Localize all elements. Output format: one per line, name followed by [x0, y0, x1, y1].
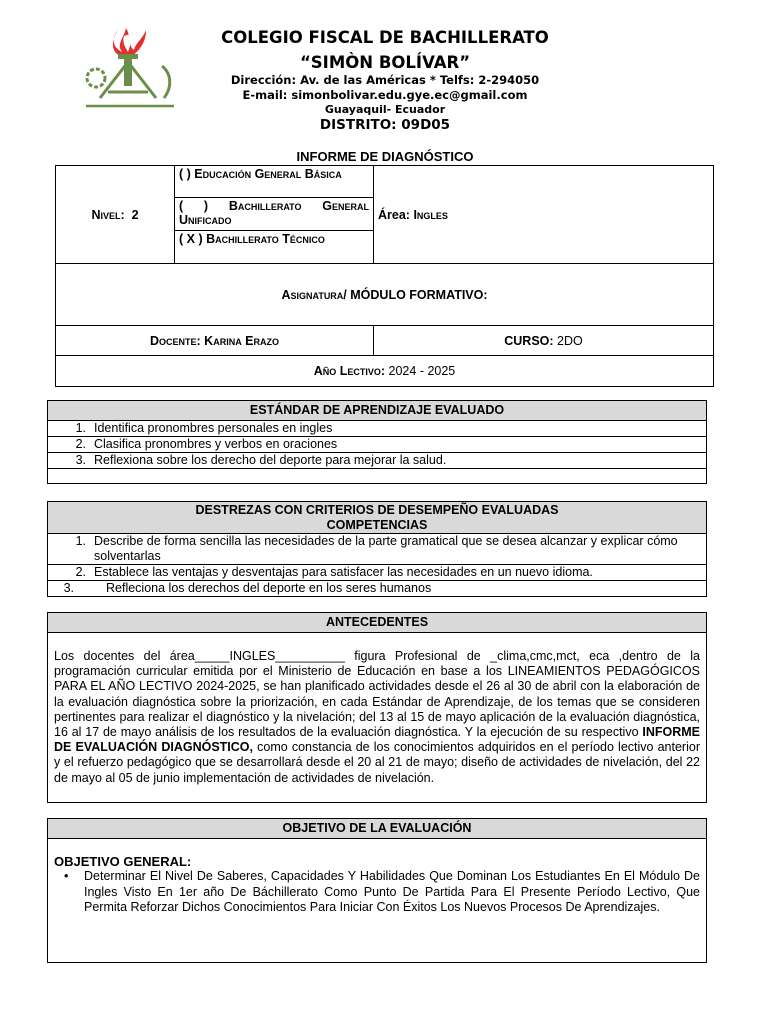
item-number: 2. [75, 565, 86, 579]
docente-label: Docente: [149, 333, 201, 348]
report-title: INFORME DE DIAGNÓSTICO [296, 149, 474, 164]
item-number: 1. [75, 534, 86, 548]
area-value: Ingles [413, 207, 448, 222]
item-number: 2. [75, 437, 86, 451]
school-email: E-mail: simonbolivar.edu.gye.ec@gmail.com [242, 88, 528, 102]
item-text: Refleciona los derechos del deporte en los seres humanos [106, 581, 432, 595]
objetivo-general-label: OBJETIVO GENERAL: [54, 854, 192, 869]
area-cell [374, 166, 714, 264]
docente-cell [56, 326, 374, 356]
destrezas-subtitle: COMPETENCIAS [326, 518, 428, 532]
antecedentes-text [48, 633, 706, 786]
school-address: Dirección: Av. de las Américas * Telfs: 2-294050 [230, 73, 540, 87]
bullet-icon: • [64, 869, 69, 883]
nivel-label: Nivel: [91, 207, 125, 222]
item-number: 3. [75, 453, 86, 467]
curso-cell [374, 326, 714, 356]
item-number: 1. [75, 421, 86, 435]
item-text: Describe de forma sencilla las necesidades de la parte gramatical que se desea alcanzar y explicar cómo solventarlas [94, 534, 678, 563]
list-item [48, 453, 706, 469]
objetivo-section [47, 818, 707, 963]
asignatura-module: MÓDULO FORMATIVO: [346, 287, 488, 302]
item-number: 3. [63, 581, 74, 595]
area-label: Área: [378, 207, 410, 222]
docente-value: Karina Erazo [204, 333, 280, 348]
option-egb: ( ) Educación General Básica [175, 166, 373, 198]
school-crest-torch-icon [80, 22, 180, 114]
school-crest-logo [80, 22, 180, 114]
item-text: Reflexiona sobre los derecho del deporte para mejorar la salud. [94, 453, 447, 467]
item-text: Clasifica pronombres y verbos en oraciones [94, 437, 338, 451]
nivel-cell [56, 166, 175, 264]
item-text: Establece las ventajas y desventajas para satisfacer las necesidades en un nuevo idioma. [94, 565, 593, 579]
option-bgu: ( ) Bachillerato General Unificado [175, 198, 373, 231]
antecedentes-text-part2: como constancia de los conocimientos adquiridos en el período lectivo anterior y el refuerzo pedagógico que se desarrollará desde el 20 al 21 de mayo; diseño de actividades de nivelación, del 22 de mayo al 05 de junio implementación de actividades de nivelación. [54, 740, 700, 785]
asignatura-cell [56, 264, 714, 326]
objetivo-general-text: Determinar El Nivel De Saberes, Capacidades Y Habilidades Que Dominan Los Estudiantes En El Módulo De Ingles Visto En 1er año De Báchillerato Como Punto De Partida Para El Presente Período Lectivo, Que Permita Reforzar Dichos Conocimientos Para Iniciar Con Éxitos Los Nuevos Procesos De Aprendizajes. [84, 869, 700, 914]
antecedentes-text-part1: Los docentes del área_____INGLES__________ figura Profesional de _clima,cmc,mct, eca ,dentro de la programación curricular emitida por el Ministerio de Educación en base a los LINEAMIENTOS PEDAGÓGICOS PARA EL AÑO LECTIVO 2024-2025, se han planificado actividades desde el 26 al 30 de abril con la elaboración de la evaluación diagnóstica sobre la priorización, en cada Estándar de Aprendizaje, de los temas que se consideren pertinentes para realizar el diagnóstico y la nivelación; del 13 al 15 de mayo aplicación de la evaluación diagnóstica, 16 al 17 de mayo análisis de los resultados de la evaluación diagnóstica. Y la ejecución de su respectivo [54, 649, 700, 740]
item-text: Identifica pronombres personales en ingles [94, 421, 333, 435]
anio-label: Año Lectivo: [313, 364, 386, 378]
school-city: Guayaquil- Ecuador [324, 103, 446, 116]
list-item [48, 437, 706, 453]
curso-value: 2DO [557, 333, 583, 348]
nivel-value: 2 [131, 207, 139, 222]
asignatura-label: Asignatura/ [281, 287, 347, 302]
list-item [48, 565, 706, 581]
level-options-cell [175, 166, 374, 264]
school-name-line2: “SIMÒN BOLÍVAR” [299, 53, 471, 72]
estandar-title: ESTÁNDAR DE APRENDIZAJE EVALUADO [48, 401, 706, 421]
anio-value: 2024 - 2025 [388, 364, 456, 378]
antecedentes-title: ANTECEDENTES [48, 613, 706, 633]
antecedentes-text-bold: INFORME DE EVALUACIÓN DIAGNÓSTICO, [54, 725, 700, 755]
empty-row [48, 469, 706, 483]
destrezas-section [47, 501, 707, 597]
antecedentes-section [47, 612, 707, 803]
school-district: DISTRITO: 09D05 [319, 117, 451, 133]
destrezas-title: DESTREZAS CON CRITERIOS DE DESEMPEÑO EVALUADAS [195, 503, 559, 517]
objetivo-title: OBJETIVO DE LA EVALUACIÓN [48, 819, 706, 839]
anio-lectivo-cell [56, 356, 714, 387]
list-item [48, 421, 706, 437]
list-item [48, 534, 706, 565]
course-info-table [55, 165, 714, 387]
school-name-line1: COLEGIO FISCAL DE BACHILLERATO [221, 28, 549, 47]
objetivo-general-item [48, 869, 706, 916]
option-bt: ( X ) Bachillerato Técnico [179, 232, 325, 246]
list-item [48, 581, 706, 596]
destrezas-header [48, 502, 706, 534]
curso-label: CURSO: [504, 333, 554, 348]
estandar-section [47, 400, 707, 484]
